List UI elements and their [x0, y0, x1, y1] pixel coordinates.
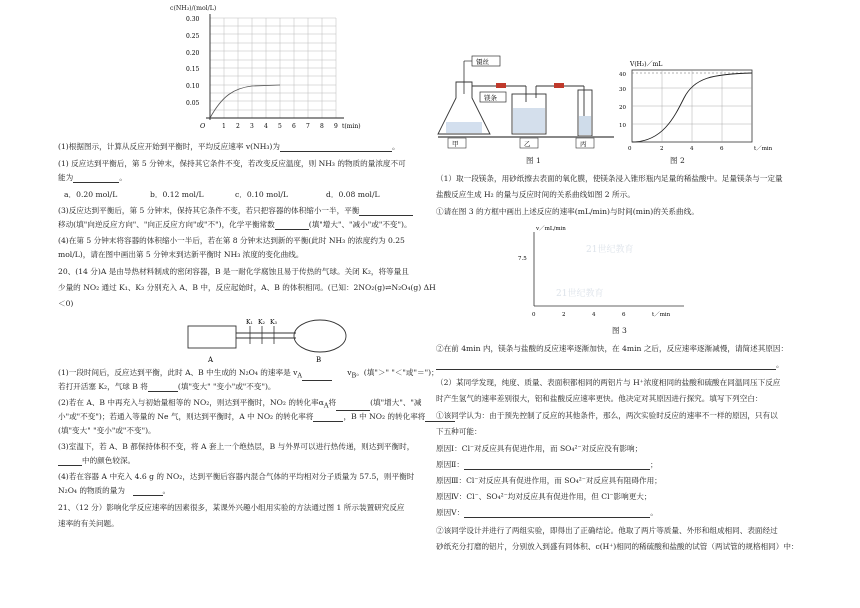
- graph1-xtick: 1: [222, 123, 226, 130]
- sub-question-3-line2: 中的颜色较深。: [58, 456, 135, 466]
- balloon-b-label: B: [316, 356, 322, 364]
- part-2-experiment-line2: 砂纸充分打磨的铝片，分别放入到盛有同体积、c(H⁺)相同的稀硫酸和盐酸的试管（两试管的规格相同）中：: [436, 542, 799, 551]
- question-2-line2: 能为 。: [58, 173, 127, 182]
- reason-3: 原因Ⅲ：Cl⁻对反应具有促进作用，而 SO₄²⁻对反应具有阻碍作用；: [436, 476, 662, 485]
- figure-2-caption: 图 2: [670, 156, 685, 165]
- sub-question-4-line2: N₂O₄ 的物质的量为 。: [58, 486, 171, 495]
- graph2-ytick: 30: [619, 87, 626, 93]
- graph2-ylabel: V(H₂)／mL: [630, 61, 663, 68]
- sub-question-4-line1: (4)若在容器 A 中充入 4.6 g 的 NO₂，达到平衡后容器内混合气体的平均相对分子质量为 57.5，则平衡时: [58, 472, 415, 481]
- part-1-line1: （1）取一段镁条，用砂纸擦去表面的氧化膜，使镁条浸入锥形瓶内足量的稀盐酸中。足量镁条与一定量: [436, 174, 783, 183]
- graph1-xtick: 2: [236, 123, 240, 130]
- label-yi: 乙: [524, 140, 531, 148]
- answer-blank: [275, 221, 309, 230]
- answer-blank: [359, 207, 413, 216]
- figure-1-caption: 图 1: [526, 156, 541, 165]
- question-20-line1: 20、(14 分)A 是由导热材料制成的密闭容器，B 是一耐化学腐蚀且易于传热的气球。关闭 K₂，将等量且: [58, 267, 409, 276]
- graph1-xtick: 7: [306, 123, 310, 130]
- option-a: a．0.20 mol/L: [64, 190, 118, 199]
- graph3-ytick: 7.5: [518, 256, 527, 262]
- sub-question-2-line2: 小"或"不变")；若通入等量的 Ne 气，则达到平衡时，A 中 NO₂ 的转化率将 ，B 中 NO₂ 的转化率将: [58, 412, 455, 422]
- part-1-question-2: ②在前 4min 内，镁条与盐酸的反应速率逐渐加快，在 4min 之后，反应速率逐渐减慢，请简述其原因：: [436, 344, 789, 353]
- flask-liquid: [446, 122, 482, 133]
- container-a-label: A: [208, 356, 214, 364]
- answer-blank: [436, 361, 776, 370]
- graph1-curve: [210, 85, 280, 118]
- part-1-instruction: ①请在图 3 的方框中画出上述反应的速率(mL/min)与时间(min)的关系曲线。: [436, 207, 699, 216]
- sub-question-1-line1: (1)一段时间后，反应达到平衡，此时 A、B 中生成的 N₂O₄ 的速率是 $v_A$ $v_B$。(填"＞" "＜"或"＝")；: [58, 368, 439, 380]
- container-balloon-apparatus: [178, 316, 378, 364]
- graph2-ytick: 10: [619, 123, 626, 129]
- part-1-line2: 盐酸反应生成 H₂ 的量与反应时间的关系曲线如图 2 所示。: [436, 190, 635, 199]
- nh3-concentration-graph: [170, 0, 398, 138]
- graph3-xlabel: t／min: [652, 312, 671, 318]
- graph1-ytick: 0.25: [186, 33, 200, 40]
- sub-question-1-line2: 若打开活塞 K₂，气球 B 将 (填"变大" "变小"或"不变")。: [58, 382, 276, 391]
- clip-red: [496, 83, 506, 88]
- question-20-line3: ＜0): [58, 299, 74, 308]
- graph2-ytick: 40: [619, 72, 626, 78]
- graph3-xtick: 6: [622, 312, 626, 318]
- right-column: [436, 0, 804, 608]
- answer-blank: [464, 509, 650, 518]
- graph2-xlabel: t／min: [754, 146, 773, 152]
- strip-label: 镁条: [484, 94, 497, 102]
- graph2-xtick: 4: [690, 146, 694, 152]
- graph2-ytick: 20: [619, 105, 626, 111]
- question-4-line2: mol/L)，请在图中画出第 5 分钟末到达新平衡时 NH₃ 浓度的变化曲线。: [58, 250, 304, 259]
- graph3-watermark: 21世纪教育: [556, 289, 604, 299]
- figure-2-graph: [619, 58, 812, 154]
- graph3-ylabel: v／mL/min: [536, 226, 566, 232]
- graph1-ytick: 0.15: [186, 66, 200, 73]
- part-2-experiment-line1: ②该同学设计并进行了两组实验，即得出了正确结论。他取了两片等质量、外形和组成相同、表面经过: [436, 526, 778, 535]
- reason-5: 原因Ⅴ： 。: [436, 508, 658, 517]
- answer-blank: [302, 372, 332, 381]
- question-2-line1: (1) 反应达到平衡后，第 5 分钟末，保持其它条件不变，若改变反应温度，则 NH₃ 的物质的量浓度不可: [58, 159, 406, 168]
- valve-k1-label: K₁: [246, 319, 253, 326]
- graph2-xtick: 6: [720, 146, 724, 152]
- label-bing: 丙: [580, 140, 587, 148]
- graph1-ytick: 0.30: [186, 16, 200, 23]
- answer-blank: [58, 457, 82, 466]
- answer-blank: [73, 174, 119, 183]
- graph1-ytick: 0.10: [186, 83, 200, 90]
- question-21-line2: 速率的有关问题。: [58, 519, 119, 528]
- answer-blank: [133, 487, 163, 496]
- graph1-ytick: 0.05: [186, 100, 200, 107]
- graph1-xtick: 5: [278, 123, 282, 130]
- option-c: c．0.10 mol/L: [235, 190, 288, 199]
- clip-red: [554, 83, 564, 88]
- graph1-xtick: 6: [292, 123, 296, 130]
- question-1: (1)根据图示，计算从反应开始到平衡时，平均反应速率 v(NH₃)为 。: [58, 142, 400, 151]
- graph3-xtick: 4: [592, 312, 596, 318]
- option-d: d．0.08 mol/L: [326, 190, 380, 199]
- graph1-xlabel: t(min): [342, 123, 361, 130]
- question-3-line1: (3)反应达到平衡后，第 5 分钟末，保持其它条件不变，若只把容器的体积缩小一半，平衡: [58, 206, 413, 216]
- question-3-line2: 移动(填"向逆反应方向"、"向正反应方向"或"不")，化学平衡常数 (填"增大"、"减小"或"不变")。: [58, 220, 412, 229]
- answer-blank: [280, 143, 392, 152]
- graph1-xtick: 4: [264, 123, 268, 130]
- part-2-line3: ①该同学认为：由于预先控制了反应的其他条件，那么，两次实验时反应的速率不一样的原因，只有以: [436, 411, 778, 420]
- graph3-xtick: 2: [562, 312, 566, 318]
- bottle-liquid: [513, 108, 545, 133]
- figure-3-graph: [506, 222, 706, 322]
- graph1-grid: [210, 18, 336, 118]
- reason-1: 原因Ⅰ：Cl⁻对反应具有促进作用，而 SO₄²⁻对反应没有影响；: [436, 444, 643, 453]
- question-21-line1: 21、（12 分）影响化学反应速率的因素很多，某课外兴趣小组用实验的方法通过图 1 所示装置研究反应: [58, 503, 405, 512]
- label-jia: 甲: [452, 140, 459, 148]
- answer-blank: [464, 461, 650, 470]
- valve-k3-label: K₃: [270, 319, 277, 326]
- graph1-xtick: 3: [250, 123, 254, 130]
- graph1-ylabel: c(NH₃)/(mol/L): [170, 5, 217, 12]
- graph3-xtick: 0: [532, 312, 536, 318]
- sub-question-3-line1: (3)室温下，若 A、B 都保持体积不变，将 A 套上一个绝热层，B 与外界可以进行热传递，则达到平衡时，: [58, 442, 415, 451]
- reason-4: 原因Ⅳ：Cl⁻、SO₄²⁻均对反应具有促进作用，但 Cl⁻影响更大；: [436, 492, 652, 501]
- figure-1-apparatus: [436, 54, 616, 150]
- reason-2: 原因Ⅱ： ；: [436, 460, 658, 469]
- graph1-xtick: 8: [320, 123, 324, 130]
- sub-question-2-line3: (填"变大" "变小"或"不变")。: [58, 426, 156, 435]
- graph2-xtick: 2: [660, 146, 664, 152]
- part-1-answer-line: 。: [436, 360, 784, 370]
- tap-label: 镊丝: [476, 58, 489, 66]
- answer-blank: [148, 383, 178, 392]
- sub-question-2-line1: (2)若在 A、B 中再充入与初始量相等的 NO₂，则达到平衡时，NO₂ 的转化率$\alpha_A$将 (填"增大"、"减: [58, 398, 422, 410]
- graph2-origin: 0: [628, 146, 632, 152]
- figure-3-caption: 图 3: [612, 326, 627, 335]
- left-column: [58, 0, 442, 608]
- balloon-b: [294, 320, 346, 352]
- part-2-line2: 时产生氢气的速率差别很大，铝和盐酸反应速率更快。他决定对其原因进行探究。填写下列空白：: [436, 394, 763, 403]
- question-4-line1: (4)在第 5 分钟末将容器的体积缩小一半后，若在第 8 分钟末达到新的平衡(此时 NH₃ 的浓度约为 0.25: [58, 236, 405, 245]
- answer-blank: [336, 402, 370, 411]
- part-2-line1: （2）某同学发现，纯度、质量、表面积都相同的两铝片与 H⁺浓度相同的盐酸和硫酸在同温同压下反应: [436, 378, 781, 387]
- valve-k2-label: K₂: [258, 319, 265, 326]
- container-a: [188, 326, 236, 348]
- cylinder-water: [579, 116, 591, 135]
- graph1-ytick: 0.20: [186, 50, 200, 57]
- graph3-watermark: 21世纪教育: [586, 245, 634, 255]
- part-2-line4: 下五种可能：: [436, 427, 482, 436]
- graph1-xtick: 9: [334, 123, 338, 130]
- question-20-line2: 少量的 NO₂ 通过 K₁、K₃ 分别充入 A、B 中，反应起始时，A、B 的体积相同。(已知：2NO₂(g)⇌N₂O₄(g) ΔH: [58, 283, 436, 292]
- bench: [438, 136, 614, 138]
- graph1-origin: O: [200, 122, 206, 130]
- answer-blank: [313, 413, 343, 422]
- option-b: b．0.12 mol/L: [150, 190, 204, 199]
